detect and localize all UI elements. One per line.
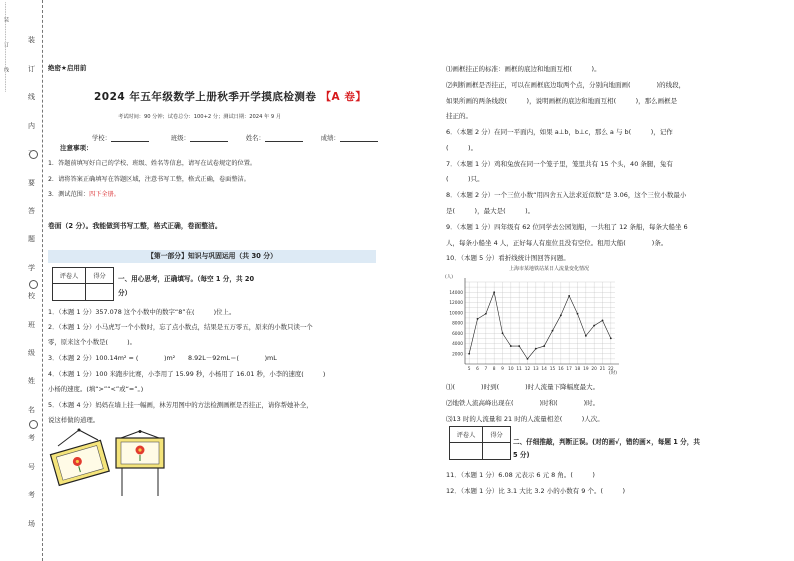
question-4: 4．（本题 1 分）100 米跑步比赛，小李用了 15.99 秒，小杨用了 16.01 秒，小李的速度( ): [48, 370, 326, 378]
chart-axes: [465, 278, 619, 364]
strip-char: 答: [28, 206, 35, 215]
student-info-fields: [92, 133, 378, 142]
chart-point: [468, 353, 470, 355]
exam-meta: 考试时间：90 分钟；试卷总分：100+2 分；测试日期：2024 年 9 月: [118, 114, 282, 120]
strip-char: 考: [28, 434, 35, 443]
chart-xtick-label: 22: [608, 367, 614, 372]
chart-xtick-label: 19: [583, 367, 589, 372]
part1-bar: 【第一部分】知识与巩固运用（共 30 分）: [48, 250, 376, 263]
strip-char: 装: [28, 36, 35, 45]
score-cell-2[interactable]: [483, 443, 511, 460]
chart-point: [510, 345, 512, 347]
question-3: 3．（本题 2 分）100.14m² = ( )m² 8.92L－92mL＝( )mL: [48, 354, 277, 362]
question-2: 2．（本题 1 分）小马虎写一个小数时，忘了点小数点，结果是五万零五，原来的小数只读一个: [48, 323, 313, 331]
binding-strip: [3, 0, 43, 561]
chart-point: [593, 325, 595, 327]
chart-xtick-label: 11: [516, 367, 522, 372]
binding-hole-icon: [29, 280, 38, 289]
grader-header-2: 评卷人: [450, 427, 483, 443]
notice-heading: 注意事项：: [60, 144, 93, 152]
grader-header: 评卷人: [53, 268, 86, 284]
question-7-cont: ( )只。: [446, 175, 484, 183]
chart-point: [502, 332, 504, 334]
question-8-cont: 是( )，最大是( )。: [446, 207, 535, 215]
part2-section-title: 二、仔细推敲，判断正误。(对的画√，错的画×，每题 1 分，共: [513, 438, 700, 446]
chart-xtick-label: 8: [492, 367, 496, 372]
page-title: [94, 89, 366, 104]
chart-question-1: ⑴( )时到( )时人流量下降幅度最大。: [446, 383, 600, 391]
chart-ytick-label: 6000: [452, 331, 463, 337]
question-12: 12．（本题 1 分）比 3.1 大比 3.2 小的小数有 9 个。( ): [446, 487, 626, 495]
strip-char: 考: [28, 491, 35, 500]
question-1: 1．（本题 1 分）357.078 这个小数中的数字“8”在( )位上。: [48, 308, 236, 316]
question-2-cont: 零，原来这个小数是( )。: [48, 338, 137, 346]
chart-ytick-label: 14000: [449, 290, 463, 296]
chart-ylabel: (人): [445, 275, 454, 280]
binding-hole-icon: [29, 150, 38, 159]
chart-point: [610, 337, 612, 339]
question-5-cont: 说这样做的道理。: [48, 416, 100, 424]
question-8: 8．（本题 2 分）一个三位小数“用四舍五入法求近似数”是 3.06，这个三位小数最小: [446, 191, 687, 199]
score-cell[interactable]: [86, 284, 114, 301]
chart-ytick-label: 4000: [452, 342, 463, 347]
part2-section-title-2: 5 分): [513, 451, 530, 459]
chart-point: [518, 345, 520, 347]
chart-xtick-label: 20: [591, 367, 597, 372]
binding-label: ………装…………订…………线…………: [3, 2, 9, 92]
chart-point: [485, 313, 487, 315]
part1-section-title-2: 分）: [118, 289, 132, 297]
strip-char: 班: [28, 320, 35, 329]
chart-point: [543, 345, 545, 347]
notice-item-1: 1．答题前填写好自己的学校、班级、姓名等信息，请写在试卷规定的位置。: [48, 160, 257, 167]
chart-point: [527, 358, 529, 360]
strip-char: 学: [28, 263, 35, 272]
q5-sub-2-cont: 如果所画的两条线段( )，说明画框的底边和地面互相( )，那么画框是: [446, 97, 678, 105]
level-frame-picture: [112, 430, 168, 498]
question-6-cont: ( )。: [446, 144, 478, 152]
strip-char: 号: [28, 462, 35, 471]
chart-xtick-label: 21: [599, 367, 606, 372]
chart-xtick-label: 18: [574, 367, 581, 372]
chart-ytick-label: 8000: [452, 321, 463, 327]
chart-xlabel: (时): [609, 371, 618, 376]
score-table-2: [449, 426, 511, 460]
question-4-cont: 小杨的速度。(填“>”“<”或“=”。): [48, 385, 144, 393]
chart-point: [560, 314, 562, 316]
chart-title: 上海市某地铁站某日人流量变化情况: [508, 266, 590, 272]
chart-xtick-label: 10: [508, 367, 514, 372]
strip-char: 级: [28, 349, 35, 358]
grader-cell-2[interactable]: [450, 443, 483, 460]
chart-ytick-label: 2000: [452, 352, 463, 358]
strip-char: 姓: [28, 377, 35, 386]
notice-range: 四下全册。: [89, 191, 120, 198]
strip-char: 内: [28, 121, 35, 130]
secret-label: 绝密★启用前: [48, 64, 87, 72]
q5-sub-2: ⑵判断画框是否挂正，可以在画框底边取两个点，分别向地面画( )的线段，: [446, 81, 686, 89]
chart-xtick-label: 16: [558, 367, 564, 372]
title-text: 2024 年五年级数学上册秋季开学摸底检测卷: [94, 91, 317, 103]
score-header-2: 得分: [483, 427, 511, 443]
chart-question-3: ⑶13 时的人流量和 21 时的人流量相差( )人次。: [446, 415, 604, 423]
chart-ytick-label: 10000: [449, 311, 463, 317]
neatness-line: 卷面（2 分）。我能做到书写工整，格式正确，卷面整洁。: [48, 222, 222, 230]
part1-section-title: 一、用心思考，正确填写。（每空 1 分，共 20: [118, 275, 255, 283]
strip-char: 名: [28, 405, 35, 414]
chart-point: [585, 335, 587, 337]
chart-point: [568, 295, 570, 297]
chart-xticks: [468, 366, 614, 372]
strip-char: 校: [28, 292, 35, 301]
chart-point: [493, 291, 495, 293]
question-5: 5．（本题 4 分）妈妈在墙上挂一幅画，林芳用图中的方法检测画框是否挂正，请你帮她补全，: [48, 401, 313, 409]
chart-xtick-label: 5: [467, 367, 471, 372]
notice-item-3: 3．测试范围：四下全册。: [48, 191, 120, 198]
chart-point: [602, 320, 604, 322]
question-9: 9．（本题 1 分）四年级有 62 位同学去公园划船，一共租了 12 条船，每条大船坐 6: [446, 223, 688, 231]
grader-cell[interactable]: [53, 284, 86, 301]
chart-xtick-label: 7: [484, 367, 488, 372]
strip-char: 要: [28, 178, 35, 187]
chart-xtick-label: 17: [566, 367, 572, 372]
chart-xtick-label: 9: [501, 367, 504, 372]
chart-xtick-label: 12: [524, 367, 531, 372]
field-name: 姓名：: [246, 133, 303, 142]
chart-point: [535, 348, 537, 350]
chart-yticks: [449, 290, 463, 358]
chart-grid: [465, 282, 615, 364]
strip-char: 订: [28, 64, 35, 73]
score-header: 得分: [86, 268, 114, 284]
chart-point: [477, 318, 479, 320]
chart-question-2: ⑵地铁人流高峰出现在( )时和( )时。: [446, 399, 600, 407]
q5-sub-2-cont-2: 挂正的。: [446, 112, 472, 120]
title-tag: 【A 卷】: [320, 91, 367, 103]
question-7: 7．（本题 1 分）鸡和兔放在同一个笼子里，笼里共有 15 个头，40 条腿，兔有: [446, 160, 673, 168]
chart-series: [468, 291, 611, 359]
chart-xtick-label: 14: [541, 367, 547, 372]
strip-char: 线: [28, 93, 35, 102]
chart-xtick-label: 15: [549, 367, 556, 372]
field-school: 学校：: [92, 133, 149, 142]
q5-sub-1: ⑴画框挂正的标准：画框的底边和地面互相( )。: [446, 65, 601, 73]
chart-xtick-label: 13: [533, 367, 539, 372]
chart-xtick-label: 6: [476, 367, 479, 372]
chart-ytick-label: 12000: [449, 301, 463, 306]
line-chart: [437, 258, 625, 383]
strip-char: 题: [28, 235, 35, 244]
chart-point: [552, 330, 554, 332]
field-score: 成绩：: [321, 133, 378, 142]
score-table-1: [52, 267, 114, 301]
binding-hole-icon: [29, 420, 38, 429]
chart-point: [577, 313, 579, 315]
question-10: 10．（本题 5 分）看折线统计图回答问题。: [446, 254, 570, 262]
question-9-cont: 人，每条小船坐 4 人，正好每人有座位且没有空位。租用大船( )条。: [446, 239, 668, 247]
question-6: 6．（本题 2 分）在同一平面内，如果 a⊥b，b⊥c，那么 a 与 b( )，记作: [446, 128, 673, 136]
tilted-frame-picture: [48, 428, 118, 490]
question-11: 11．（本题 1 分）6.08 元表示 6 元 8 角。( ): [446, 471, 595, 479]
notice-item-2: 2．请将答案正确填写在答题区域，注意书写工整，格式正确，卷面整洁。: [48, 176, 250, 183]
strip-char: 场: [28, 519, 35, 528]
chart-series-line: [469, 292, 611, 359]
field-class: 班级：: [171, 133, 228, 142]
